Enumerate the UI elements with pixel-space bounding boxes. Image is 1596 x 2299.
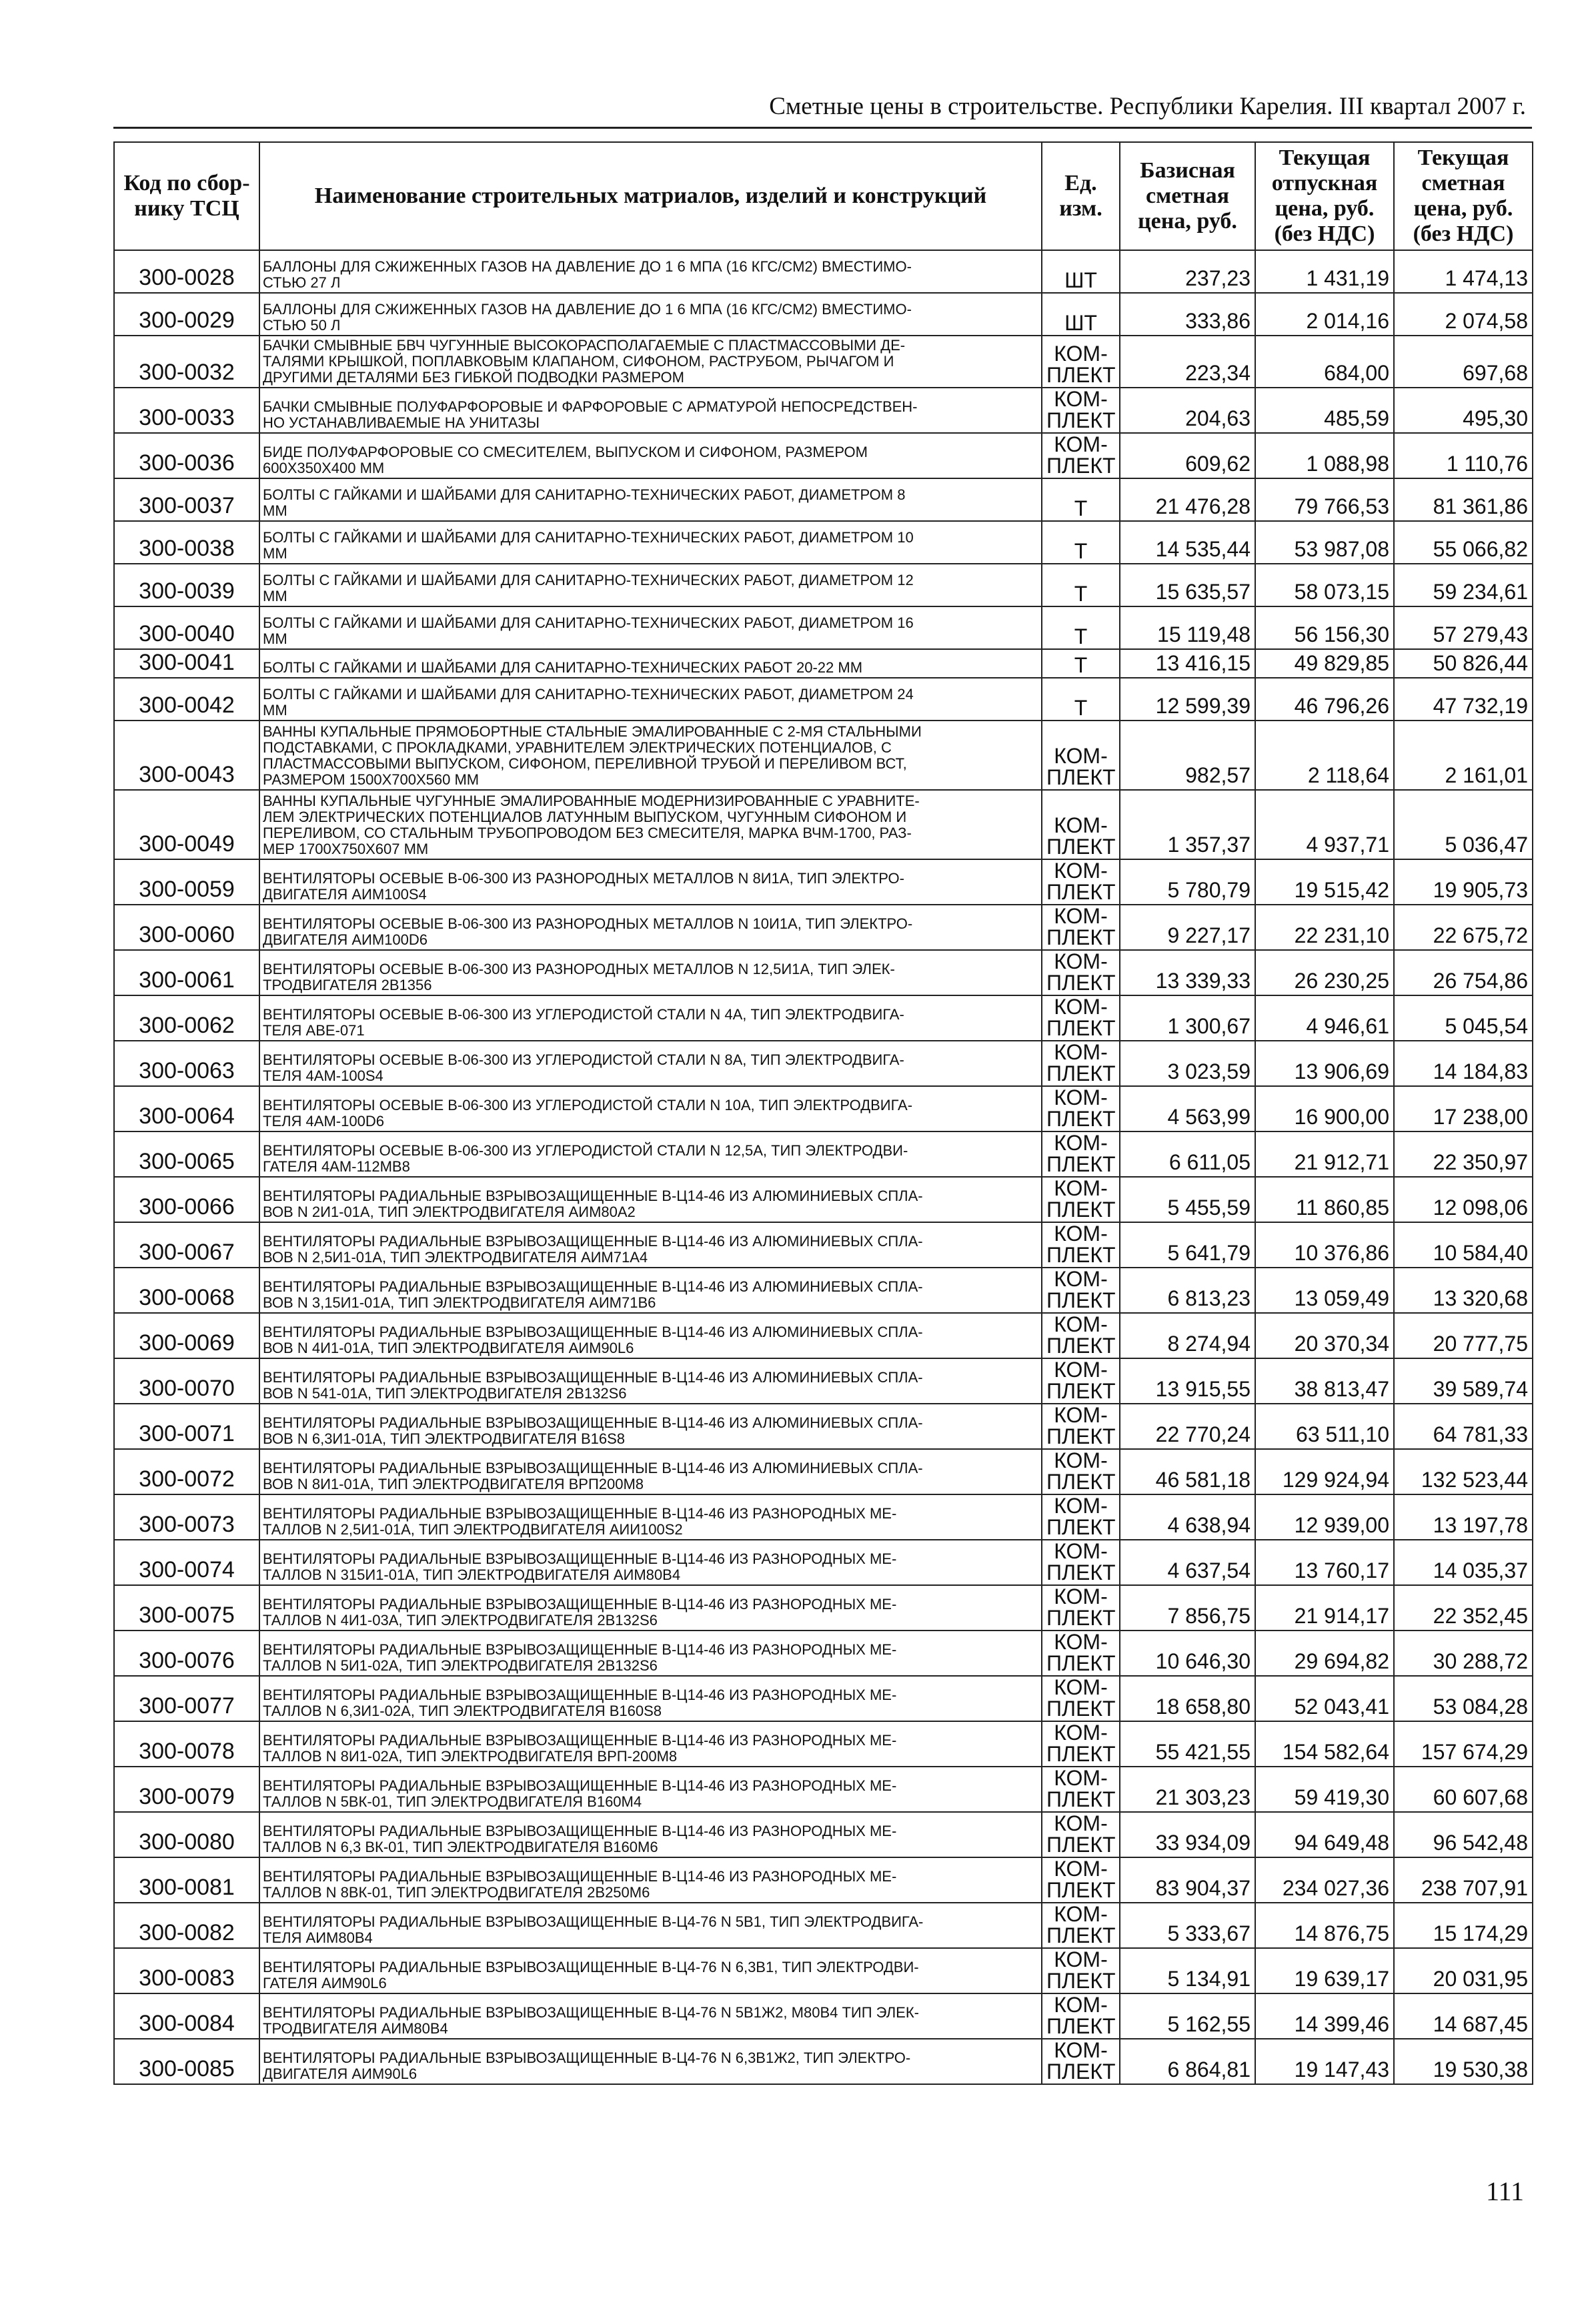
cell-current-price: 1 474,13 xyxy=(1394,250,1533,293)
cell-unit: КОМ- ПЛЕКТ xyxy=(1042,1585,1120,1631)
cell-current-price: 22 352,45 xyxy=(1394,1585,1533,1631)
cell-code: 300-0073 xyxy=(114,1494,259,1540)
cell-release-price: 19 147,43 xyxy=(1255,2039,1394,2084)
cell-base-price: 1 300,67 xyxy=(1120,995,1255,1041)
cell-name: ВЕНТИЛЯТОРЫ РАДИАЛЬНЫЕ ВЗРЫВОЗАЩИЩЕННЫЕ В-Ц4-76 N 6,3В1, ТИП ЭЛЕКТРОДВИ- ГАТЕЛЯ АИМ90L6 xyxy=(259,1948,1042,1993)
cell-current-price: 26 754,86 xyxy=(1394,950,1533,995)
column-header-current-price: Текущая сметная цена, руб. (без НДС) xyxy=(1394,142,1533,250)
cell-code: 300-0038 xyxy=(114,521,259,564)
cell-code: 300-0060 xyxy=(114,905,259,950)
cell-code: 300-0063 xyxy=(114,1041,259,1086)
table-row xyxy=(114,1494,1533,1540)
cell-name: ВЕНТИЛЯТОРЫ РАДИАЛЬНЫЕ ВЗРЫВОЗАЩИЩЕННЫЕ В-Ц14-46 ИЗ РАЗНОРОДНЫХ МЕ- ТАЛЛОВ N 8И1-02А, ТИП ЭЛЕКТРОДВИГАТЕЛЯ ВРП-200М8 xyxy=(259,1721,1042,1767)
cell-code: 300-0085 xyxy=(114,2039,259,2084)
cell-unit: КОМ- ПЛЕКТ xyxy=(1042,1086,1120,1131)
cell-code: 300-0062 xyxy=(114,995,259,1041)
cell-name: ВЕНТИЛЯТОРЫ РАДИАЛЬНЫЕ ВЗРЫВОЗАЩИЩЕННЫЕ В-Ц14-46 ИЗ РАЗНОРОДНЫХ МЕ- ТАЛЛОВ N 315И1-01А, ТИП ЭЛЕКТРОДВИГАТЕЛЯ АИМ80В4 xyxy=(259,1540,1042,1585)
cell-unit: КОМ- ПЛЕКТ xyxy=(1042,2039,1120,2084)
cell-base-price: 12 599,39 xyxy=(1120,678,1255,721)
table-row xyxy=(114,1585,1533,1631)
cell-name: ВЕНТИЛЯТОРЫ РАДИАЛЬНЫЕ ВЗРЫВОЗАЩИЩЕННЫЕ В-Ц14-46 ИЗ РАЗНОРОДНЫХ МЕ- ТАЛЛОВ N 8ВК-01, ТИП ЭЛЕКТРОДВИГАТЕЛЯ 2В250М6 xyxy=(259,1857,1042,1903)
table-row xyxy=(114,478,1533,521)
cell-unit: КОМ- ПЛЕКТ xyxy=(1042,995,1120,1041)
cell-base-price: 8 274,94 xyxy=(1120,1313,1255,1358)
table-row xyxy=(114,1631,1533,1676)
cell-code: 300-0064 xyxy=(114,1086,259,1131)
table-row xyxy=(114,1993,1533,2039)
cell-name: ВЕНТИЛЯТОРЫ РАДИАЛЬНЫЕ ВЗРЫВОЗАЩИЩЕННЫЕ В-Ц14-46 ИЗ АЛЮМИНИЕВЫХ СПЛА- ВОВ N 2,5И1-01А, ТИП ЭЛЕКТРОДВИГАТЕЛЯ АИМ71А4 xyxy=(259,1222,1042,1268)
cell-release-price: 234 027,36 xyxy=(1255,1857,1394,1903)
cell-unit: КОМ- ПЛЕКТ xyxy=(1042,1631,1120,1676)
cell-unit: Т xyxy=(1042,564,1120,606)
cell-code: 300-0041 xyxy=(114,649,259,678)
cell-current-price: 14 035,37 xyxy=(1394,1540,1533,1585)
cell-name: ВЕНТИЛЯТОРЫ ОСЕВЫЕ В-06-300 ИЗ УГЛЕРОДИСТОЙ СТАЛИ N 10А, ТИП ЭЛЕКТРОДВИГА- ТЕЛЯ 4АМ-100D6 xyxy=(259,1086,1042,1131)
cell-code: 300-0077 xyxy=(114,1676,259,1721)
table-row xyxy=(114,1449,1533,1494)
cell-current-price: 17 238,00 xyxy=(1394,1086,1533,1131)
table-row xyxy=(114,1948,1533,1993)
cell-name: БАЧКИ СМЫВНЫЕ ПОЛУФАРФОРОВЫЕ И ФАРФОРОВЫЕ С АРМАТУРОЙ НЕПОСРЕДСТВЕН- НО УСТАНАВЛИВАЕМЫЕ НА УНИТАЗЫ xyxy=(259,388,1042,433)
cell-base-price: 13 339,33 xyxy=(1120,950,1255,995)
header-rule xyxy=(113,127,1532,129)
cell-current-price: 55 066,82 xyxy=(1394,521,1533,564)
cell-current-price: 14 687,45 xyxy=(1394,1993,1533,2039)
cell-release-price: 19 639,17 xyxy=(1255,1948,1394,1993)
cell-release-price: 21 912,71 xyxy=(1255,1131,1394,1177)
cell-current-price: 39 589,74 xyxy=(1394,1358,1533,1404)
cell-base-price: 15 119,48 xyxy=(1120,606,1255,649)
cell-base-price: 3 023,59 xyxy=(1120,1041,1255,1086)
cell-unit: КОМ- ПЛЕКТ xyxy=(1042,1540,1120,1585)
cell-release-price: 29 694,82 xyxy=(1255,1631,1394,1676)
cell-base-price: 18 658,80 xyxy=(1120,1676,1255,1721)
cell-release-price: 21 914,17 xyxy=(1255,1585,1394,1631)
cell-unit: КОМ- ПЛЕКТ xyxy=(1042,1948,1120,1993)
cell-name: ВЕНТИЛЯТОРЫ РАДИАЛЬНЫЕ ВЗРЫВОЗАЩИЩЕННЫЕ В-Ц14-46 ИЗ АЛЮМИНИЕВЫХ СПЛА- ВОВ N 4И1-01А, ТИП ЭЛЕКТРОДВИГАТЕЛЯ АИМ90L6 xyxy=(259,1313,1042,1358)
cell-unit: КОМ- ПЛЕКТ xyxy=(1042,388,1120,433)
cell-current-price: 15 174,29 xyxy=(1394,1903,1533,1948)
cell-code: 300-0037 xyxy=(114,478,259,521)
cell-name: БИДЕ ПОЛУФАРФОРОВЫЕ СО СМЕСИТЕЛЕМ, ВЫПУСКОМ И СИФОНОМ, РАЗМЕРОМ 600Х350Х400 ММ xyxy=(259,433,1042,478)
cell-release-price: 58 073,15 xyxy=(1255,564,1394,606)
cell-release-price: 1 088,98 xyxy=(1255,433,1394,478)
cell-code: 300-0049 xyxy=(114,790,259,859)
cell-code: 300-0082 xyxy=(114,1903,259,1948)
table-row xyxy=(114,1131,1533,1177)
cell-release-price: 12 939,00 xyxy=(1255,1494,1394,1540)
table-row xyxy=(114,1676,1533,1721)
cell-unit: КОМ- ПЛЕКТ xyxy=(1042,1177,1120,1222)
cell-base-price: 6 813,23 xyxy=(1120,1268,1255,1313)
cell-release-price: 59 419,30 xyxy=(1255,1767,1394,1812)
cell-name: ВЕНТИЛЯТОРЫ РАДИАЛЬНЫЕ ВЗРЫВОЗАЩИЩЕННЫЕ В-Ц14-46 ИЗ РАЗНОРОДНЫХ МЕ- ТАЛЛОВ N 2,5И1-01А, ТИП ЭЛЕКТРОДВИГАТЕЛЯ АИИ100S2 xyxy=(259,1494,1042,1540)
cell-release-price: 94 649,48 xyxy=(1255,1812,1394,1857)
cell-code: 300-0070 xyxy=(114,1358,259,1404)
cell-release-price: 13 059,49 xyxy=(1255,1268,1394,1313)
cell-base-price: 6 611,05 xyxy=(1120,1131,1255,1177)
cell-current-price: 22 350,97 xyxy=(1394,1131,1533,1177)
cell-current-price: 96 542,48 xyxy=(1394,1812,1533,1857)
cell-unit: КОМ- ПЛЕКТ xyxy=(1042,1449,1120,1494)
table-row xyxy=(114,1222,1533,1268)
cell-release-price: 56 156,30 xyxy=(1255,606,1394,649)
cell-unit: ШТ xyxy=(1042,250,1120,293)
cell-code: 300-0033 xyxy=(114,388,259,433)
cell-name: ВАННЫ КУПАЛЬНЫЕ ЧУГУННЫЕ ЭМАЛИРОВАННЫЕ МОДЕРНИЗИРОВАННЫЕ С УРАВНИТЕ- ЛЕМ ЭЛЕКТРИЧЕСКИХ ПОТЕНЦИАЛОВ ЛАТУННЫМ ВЫПУСКОМ, ЧУГУННЫМ СИФОНОМ И ПЕРЕЛИВОМ, СО СТАЛЬНЫМ ТРУБОПРОВОДОМ БЕЗ СМЕСИТЕЛЯ, МАРКА ВЧМ-1700, РАЗ- МЕР 1700Х750Х607 ММ xyxy=(259,790,1042,859)
table-row xyxy=(114,678,1533,721)
cell-current-price: 13 320,68 xyxy=(1394,1268,1533,1313)
table-row xyxy=(114,1086,1533,1131)
cell-base-price: 9 227,17 xyxy=(1120,905,1255,950)
cell-base-price: 237,23 xyxy=(1120,250,1255,293)
cell-code: 300-0084 xyxy=(114,1993,259,2039)
cell-release-price: 79 766,53 xyxy=(1255,478,1394,521)
table-row xyxy=(114,336,1533,388)
cell-current-price: 50 826,44 xyxy=(1394,649,1533,678)
table-row xyxy=(114,606,1533,649)
cell-base-price: 609,62 xyxy=(1120,433,1255,478)
cell-base-price: 5 333,67 xyxy=(1120,1903,1255,1948)
table-row xyxy=(114,721,1533,790)
cell-unit: Т xyxy=(1042,606,1120,649)
cell-release-price: 13 760,17 xyxy=(1255,1540,1394,1585)
cell-base-price: 5 641,79 xyxy=(1120,1222,1255,1268)
cell-release-price: 22 231,10 xyxy=(1255,905,1394,950)
cell-code: 300-0083 xyxy=(114,1948,259,1993)
cell-name: ВЕНТИЛЯТОРЫ РАДИАЛЬНЫЕ ВЗРЫВОЗАЩИЩЕННЫЕ В-Ц14-46 ИЗ АЛЮМИНИЕВЫХ СПЛА- ВОВ N 2И1-01А, ТИП ЭЛЕКТРОДВИГАТЕЛЯ АИМ80А2 xyxy=(259,1177,1042,1222)
table-row xyxy=(114,790,1533,859)
cell-name: ВЕНТИЛЯТОРЫ РАДИАЛЬНЫЕ ВЗРЫВОЗАЩИЩЕННЫЕ В-Ц4-76 N 6,3В1Ж2, ТИП ЭЛЕКТРО- ДВИГАТЕЛЯ АИМ90L6 xyxy=(259,2039,1042,2084)
cell-current-price: 20 777,75 xyxy=(1394,1313,1533,1358)
table-row xyxy=(114,388,1533,433)
cell-name: ВЕНТИЛЯТОРЫ РАДИАЛЬНЫЕ ВЗРЫВОЗАЩИЩЕННЫЕ В-Ц14-46 ИЗ АЛЮМИНИЕВЫХ СПЛА- ВОВ N 6,3И1-01А, ТИП ЭЛЕКТРОДВИГАТЕЛЯ В16S8 xyxy=(259,1404,1042,1449)
table-row xyxy=(114,1358,1533,1404)
cell-base-price: 5 134,91 xyxy=(1120,1948,1255,1993)
cell-unit: КОМ- ПЛЕКТ xyxy=(1042,1358,1120,1404)
column-header-base-price: Базисная сметная цена, руб. xyxy=(1120,142,1255,250)
cell-base-price: 13 416,15 xyxy=(1120,649,1255,678)
cell-unit: КОМ- ПЛЕКТ xyxy=(1042,1404,1120,1449)
cell-unit: КОМ- ПЛЕКТ xyxy=(1042,1857,1120,1903)
cell-unit: КОМ- ПЛЕКТ xyxy=(1042,790,1120,859)
cell-release-price: 14 399,46 xyxy=(1255,1993,1394,2039)
cell-release-price: 46 796,26 xyxy=(1255,678,1394,721)
cell-unit: КОМ- ПЛЕКТ xyxy=(1042,1767,1120,1812)
cell-name: ВЕНТИЛЯТОРЫ ОСЕВЫЕ В-06-300 ИЗ УГЛЕРОДИСТОЙ СТАЛИ N 12,5А, ТИП ЭЛЕКТРОДВИ- ГАТЕЛЯ 4АМ-112МВ8 xyxy=(259,1131,1042,1177)
cell-release-price: 38 813,47 xyxy=(1255,1358,1394,1404)
cell-name: ВАННЫ КУПАЛЬНЫЕ ПРЯМОБОРТНЫЕ СТАЛЬНЫЕ ЭМАЛИРОВАННЫЕ С 2-МЯ СТАЛЬНЫМИ ПОДСТАВКАМИ, С ПРОКЛАДКАМИ, УРАВНИТЕЛЕМ ЭЛЕКТРИЧЕСКИХ ПОТЕНЦИАЛОВ, С ПЛАСТМАССОВЫМИ ВЫПУСКОМ, СИФОНОМ, ПЕРЕЛИВНОЙ ТРУБОЙ И ПЕРЕЛИВОМ ВСТ, РАЗМЕРОМ 1500Х700Х560 ММ xyxy=(259,721,1042,790)
cell-current-price: 5 045,54 xyxy=(1394,995,1533,1041)
cell-base-price: 5 780,79 xyxy=(1120,859,1255,905)
cell-name: БОЛТЫ С ГАЙКАМИ И ШАЙБАМИ ДЛЯ САНИТАРНО-ТЕХНИЧЕСКИХ РАБОТ, ДИАМЕТРОМ 8 ММ xyxy=(259,478,1042,521)
cell-release-price: 14 876,75 xyxy=(1255,1903,1394,1948)
cell-release-price: 2 118,64 xyxy=(1255,721,1394,790)
cell-base-price: 83 904,37 xyxy=(1120,1857,1255,1903)
cell-code: 300-0028 xyxy=(114,250,259,293)
cell-base-price: 21 303,23 xyxy=(1120,1767,1255,1812)
table-row xyxy=(114,2039,1533,2084)
cell-base-price: 5 455,59 xyxy=(1120,1177,1255,1222)
cell-current-price: 132 523,44 xyxy=(1394,1449,1533,1494)
cell-code: 300-0071 xyxy=(114,1404,259,1449)
cell-name: ВЕНТИЛЯТОРЫ РАДИАЛЬНЫЕ ВЗРЫВОЗАЩИЩЕННЫЕ В-Ц4-76 N 5В1Ж2, М80В4 ТИП ЭЛЕК- ТРОДВИГАТЕЛЯ АИМ80В4 xyxy=(259,1993,1042,2039)
cell-code: 300-0072 xyxy=(114,1449,259,1494)
cell-name: БОЛТЫ С ГАЙКАМИ И ШАЙБАМИ ДЛЯ САНИТАРНО-ТЕХНИЧЕСКИХ РАБОТ, ДИАМЕТРОМ 24 ММ xyxy=(259,678,1042,721)
cell-current-price: 495,30 xyxy=(1394,388,1533,433)
cell-unit: КОМ- ПЛЕКТ xyxy=(1042,859,1120,905)
cell-name: ВЕНТИЛЯТОРЫ ОСЕВЫЕ В-06-300 ИЗ РАЗНОРОДНЫХ МЕТАЛЛОВ N 8И1А, ТИП ЭЛЕКТРО- ДВИГАТЕЛЯ АИМ100S4 xyxy=(259,859,1042,905)
cell-release-price: 485,59 xyxy=(1255,388,1394,433)
cell-name: ВЕНТИЛЯТОРЫ РАДИАЛЬНЫЕ ВЗРЫВОЗАЩИЩЕННЫЕ В-Ц14-46 ИЗ РАЗНОРОДНЫХ МЕ- ТАЛЛОВ N 6,3 ВК-01, ТИП ЭЛЕКТРОДВИГАТЕЛЯ В160М6 xyxy=(259,1812,1042,1857)
cell-unit: КОМ- ПЛЕКТ xyxy=(1042,1313,1120,1358)
cell-current-price: 81 361,86 xyxy=(1394,478,1533,521)
cell-base-price: 22 770,24 xyxy=(1120,1404,1255,1449)
cell-release-price: 154 582,64 xyxy=(1255,1721,1394,1767)
cell-base-price: 7 856,75 xyxy=(1120,1585,1255,1631)
cell-current-price: 12 098,06 xyxy=(1394,1177,1533,1222)
table-row xyxy=(114,1721,1533,1767)
cell-code: 300-0029 xyxy=(114,293,259,336)
cell-code: 300-0075 xyxy=(114,1585,259,1631)
table-row xyxy=(114,1857,1533,1903)
table-body xyxy=(114,250,1533,2084)
cell-name: ВЕНТИЛЯТОРЫ ОСЕВЫЕ В-06-300 ИЗ РАЗНОРОДНЫХ МЕТАЛЛОВ N 10И1А, ТИП ЭЛЕКТРО- ДВИГАТЕЛЯ АИМ100D6 xyxy=(259,905,1042,950)
cell-name: БАЧКИ СМЫВНЫЕ БВЧ ЧУГУННЫЕ ВЫСОКОРАСПОЛАГАЕМЫЕ С ПЛАСТМАССОВЫМИ ДЕ- ТАЛЯМИ КРЫШКОЙ, ПОПЛАВКОВЫМ КЛАПАНОМ, СИФОНОМ, РАСТРУБОМ, РЫЧАГОМ И ДРУГИМИ ДЕТАЛЯМИ БЕЗ ГИБКОЙ ПОДВОДКИ РАЗМЕРОМ xyxy=(259,336,1042,388)
cell-base-price: 13 915,55 xyxy=(1120,1358,1255,1404)
cell-base-price: 1 357,37 xyxy=(1120,790,1255,859)
cell-code: 300-0042 xyxy=(114,678,259,721)
cell-code: 300-0040 xyxy=(114,606,259,649)
cell-name: ВЕНТИЛЯТОРЫ РАДИАЛЬНЫЕ ВЗРЫВОЗАЩИЩЕННЫЕ В-Ц14-46 ИЗ РАЗНОРОДНЫХ МЕ- ТАЛЛОВ N 6,3И1-02А, ТИП ЭЛЕКТРОДВИГАТЕЛЯ В160S8 xyxy=(259,1676,1042,1721)
table-row xyxy=(114,1540,1533,1585)
cell-name: БАЛЛОНЫ ДЛЯ СЖИЖЕННЫХ ГАЗОВ НА ДАВЛЕНИЕ ДО 1 6 МПА (16 КГС/СМ2) ВМЕСТИМО- СТЬЮ 50 Л xyxy=(259,293,1042,336)
cell-name: БАЛЛОНЫ ДЛЯ СЖИЖЕННЫХ ГАЗОВ НА ДАВЛЕНИЕ ДО 1 6 МПА (16 КГС/СМ2) ВМЕСТИМО- СТЬЮ 27 Л xyxy=(259,250,1042,293)
column-header-code: Код по сбор- нику ТСЦ xyxy=(114,142,259,250)
cell-base-price: 21 476,28 xyxy=(1120,478,1255,521)
cell-release-price: 2 014,16 xyxy=(1255,293,1394,336)
cell-release-price: 13 906,69 xyxy=(1255,1041,1394,1086)
table-row xyxy=(114,433,1533,478)
table-row xyxy=(114,1177,1533,1222)
cell-current-price: 57 279,43 xyxy=(1394,606,1533,649)
cell-release-price: 53 987,08 xyxy=(1255,521,1394,564)
table-row xyxy=(114,995,1533,1041)
cell-name: ВЕНТИЛЯТОРЫ РАДИАЛЬНЫЕ ВЗРЫВОЗАЩИЩЕННЫЕ В-Ц14-46 ИЗ РАЗНОРОДНЫХ МЕ- ТАЛЛОВ N 4И1-03А, ТИП ЭЛЕКТРОДВИГАТЕЛЯ 2В132S6 xyxy=(259,1585,1042,1631)
cell-release-price: 1 431,19 xyxy=(1255,250,1394,293)
cell-unit: КОМ- ПЛЕКТ xyxy=(1042,1268,1120,1313)
cell-release-price: 16 900,00 xyxy=(1255,1086,1394,1131)
cell-name: БОЛТЫ С ГАЙКАМИ И ШАЙБАМИ ДЛЯ САНИТАРНО-ТЕХНИЧЕСКИХ РАБОТ, ДИАМЕТРОМ 16 ММ xyxy=(259,606,1042,649)
table-row xyxy=(114,564,1533,606)
cell-name: ВЕНТИЛЯТОРЫ ОСЕВЫЕ В-06-300 ИЗ РАЗНОРОДНЫХ МЕТАЛЛОВ N 12,5И1А, ТИП ЭЛЕК- ТРОДВИГАТЕЛЯ 2В1356 xyxy=(259,950,1042,995)
cell-code: 300-0059 xyxy=(114,859,259,905)
cell-unit: КОМ- ПЛЕКТ xyxy=(1042,1903,1120,1948)
cell-code: 300-0032 xyxy=(114,336,259,388)
cell-current-price: 47 732,19 xyxy=(1394,678,1533,721)
cell-code: 300-0069 xyxy=(114,1313,259,1358)
cell-base-price: 46 581,18 xyxy=(1120,1449,1255,1494)
cell-release-price: 10 376,86 xyxy=(1255,1222,1394,1268)
table-row xyxy=(114,250,1533,293)
cell-unit: КОМ- ПЛЕКТ xyxy=(1042,1676,1120,1721)
cell-unit: КОМ- ПЛЕКТ xyxy=(1042,336,1120,388)
cell-code: 300-0080 xyxy=(114,1812,259,1857)
cell-name: ВЕНТИЛЯТОРЫ ОСЕВЫЕ В-06-300 ИЗ УГЛЕРОДИСТОЙ СТАЛИ N 4А, ТИП ЭЛЕКТРОДВИГА- ТЕЛЯ АВЕ-071 xyxy=(259,995,1042,1041)
cell-name: ВЕНТИЛЯТОРЫ РАДИАЛЬНЫЕ ВЗРЫВОЗАЩИЩЕННЫЕ В-Ц14-46 ИЗ АЛЮМИНИЕВЫХ СПЛА- ВОВ N 3,15И1-01А, ТИП ЭЛЕКТРОДВИГАТЕЛЯ АИМ71В6 xyxy=(259,1268,1042,1313)
cell-base-price: 204,63 xyxy=(1120,388,1255,433)
cell-current-price: 30 288,72 xyxy=(1394,1631,1533,1676)
table-row xyxy=(114,1767,1533,1812)
cell-unit: КОМ- ПЛЕКТ xyxy=(1042,1131,1120,1177)
cell-current-price: 19 530,38 xyxy=(1394,2039,1533,2084)
cell-current-price: 22 675,72 xyxy=(1394,905,1533,950)
cell-release-price: 11 860,85 xyxy=(1255,1177,1394,1222)
table-row xyxy=(114,1268,1533,1313)
cell-code: 300-0079 xyxy=(114,1767,259,1812)
cell-unit: Т xyxy=(1042,678,1120,721)
cell-code: 300-0043 xyxy=(114,721,259,790)
cell-base-price: 4 638,94 xyxy=(1120,1494,1255,1540)
cell-unit: ШТ xyxy=(1042,293,1120,336)
cell-code: 300-0065 xyxy=(114,1131,259,1177)
cell-base-price: 982,57 xyxy=(1120,721,1255,790)
cell-current-price: 5 036,47 xyxy=(1394,790,1533,859)
cell-base-price: 5 162,55 xyxy=(1120,1993,1255,2039)
cell-unit: КОМ- ПЛЕКТ xyxy=(1042,950,1120,995)
page-number: 111 xyxy=(1485,2176,1524,2206)
cell-release-price: 52 043,41 xyxy=(1255,1676,1394,1721)
column-header-unit: Ед. изм. xyxy=(1042,142,1120,250)
cell-unit: КОМ- ПЛЕКТ xyxy=(1042,1993,1120,2039)
cell-name: БОЛТЫ С ГАЙКАМИ И ШАЙБАМИ ДЛЯ САНИТАРНО-ТЕХНИЧЕСКИХ РАБОТ 20-22 ММ xyxy=(259,649,1042,678)
cell-release-price: 684,00 xyxy=(1255,336,1394,388)
cell-code: 300-0039 xyxy=(114,564,259,606)
cell-name: ВЕНТИЛЯТОРЫ РАДИАЛЬНЫЕ ВЗРЫВОЗАЩИЩЕННЫЕ В-Ц14-46 ИЗ АЛЮМИНИЕВЫХ СПЛА- ВОВ N 8И1-01А, ТИП ЭЛЕКТРОДВИГАТЕЛЯ ВРП200М8 xyxy=(259,1449,1042,1494)
cell-current-price: 53 084,28 xyxy=(1394,1676,1533,1721)
cell-current-price: 2 074,58 xyxy=(1394,293,1533,336)
cell-base-price: 10 646,30 xyxy=(1120,1631,1255,1676)
page-header: Сметные цены в строительстве. Республики Карелия. III квартал 2007 г. xyxy=(769,93,1526,120)
cell-release-price: 4 937,71 xyxy=(1255,790,1394,859)
cell-unit: КОМ- ПЛЕКТ xyxy=(1042,1812,1120,1857)
cell-name: ВЕНТИЛЯТОРЫ РАДИАЛЬНЫЕ ВЗРЫВОЗАЩИЩЕННЫЕ В-Ц14-46 ИЗ РАЗНОРОДНЫХ МЕ- ТАЛЛОВ N 5ВК-01, ТИП ЭЛЕКТРОДВИГАТЕЛЯ В160М4 xyxy=(259,1767,1042,1812)
cell-base-price: 15 635,57 xyxy=(1120,564,1255,606)
cell-name: ВЕНТИЛЯТОРЫ РАДИАЛЬНЫЕ ВЗРЫВОЗАЩИЩЕННЫЕ В-Ц14-46 ИЗ РАЗНОРОДНЫХ МЕ- ТАЛЛОВ N 5И1-02А, ТИП ЭЛЕКТРОДВИГАТЕЛЯ 2В132S6 xyxy=(259,1631,1042,1676)
cell-code: 300-0074 xyxy=(114,1540,259,1585)
cell-base-price: 55 421,55 xyxy=(1120,1721,1255,1767)
cell-name: ВЕНТИЛЯТОРЫ ОСЕВЫЕ В-06-300 ИЗ УГЛЕРОДИСТОЙ СТАЛИ N 8А, ТИП ЭЛЕКТРОДВИГА- ТЕЛЯ 4АМ-100S4 xyxy=(259,1041,1042,1086)
cell-unit: КОМ- ПЛЕКТ xyxy=(1042,1494,1120,1540)
price-table xyxy=(113,141,1533,2085)
cell-name: БОЛТЫ С ГАЙКАМИ И ШАЙБАМИ ДЛЯ САНИТАРНО-ТЕХНИЧЕСКИХ РАБОТ, ДИАМЕТРОМ 10 ММ xyxy=(259,521,1042,564)
cell-code: 300-0036 xyxy=(114,433,259,478)
cell-release-price: 49 829,85 xyxy=(1255,649,1394,678)
cell-base-price: 4 637,54 xyxy=(1120,1540,1255,1585)
cell-release-price: 4 946,61 xyxy=(1255,995,1394,1041)
table-row xyxy=(114,1041,1533,1086)
cell-release-price: 129 924,94 xyxy=(1255,1449,1394,1494)
cell-unit: КОМ- ПЛЕКТ xyxy=(1042,1041,1120,1086)
cell-code: 300-0068 xyxy=(114,1268,259,1313)
cell-name: ВЕНТИЛЯТОРЫ РАДИАЛЬНЫЕ ВЗРЫВОЗАЩИЩЕННЫЕ В-Ц14-46 ИЗ АЛЮМИНИЕВЫХ СПЛА- ВОВ N 541-01А, ТИП ЭЛЕКТРОДВИГАТЕЛЯ 2В132S6 xyxy=(259,1358,1042,1404)
table-row xyxy=(114,905,1533,950)
cell-current-price: 238 707,91 xyxy=(1394,1857,1533,1903)
column-header-name: Наименование строительных матриалов, изделий и конструкций xyxy=(259,142,1042,250)
column-header-release-price: Текущая отпускная цена, руб. (без НДС) xyxy=(1255,142,1394,250)
cell-release-price: 63 511,10 xyxy=(1255,1404,1394,1449)
cell-code: 300-0081 xyxy=(114,1857,259,1903)
cell-current-price: 19 905,73 xyxy=(1394,859,1533,905)
cell-current-price: 2 161,01 xyxy=(1394,721,1533,790)
cell-current-price: 20 031,95 xyxy=(1394,1948,1533,1993)
table-row xyxy=(114,1404,1533,1449)
cell-unit: КОМ- ПЛЕКТ xyxy=(1042,1222,1120,1268)
table-row xyxy=(114,1812,1533,1857)
cell-current-price: 10 584,40 xyxy=(1394,1222,1533,1268)
cell-code: 300-0078 xyxy=(114,1721,259,1767)
cell-unit: Т xyxy=(1042,649,1120,678)
cell-base-price: 6 864,81 xyxy=(1120,2039,1255,2084)
cell-base-price: 33 934,09 xyxy=(1120,1812,1255,1857)
cell-unit: КОМ- ПЛЕКТ xyxy=(1042,1721,1120,1767)
cell-base-price: 14 535,44 xyxy=(1120,521,1255,564)
cell-current-price: 157 674,29 xyxy=(1394,1721,1533,1767)
cell-code: 300-0067 xyxy=(114,1222,259,1268)
cell-current-price: 1 110,76 xyxy=(1394,433,1533,478)
cell-unit: КОМ- ПЛЕКТ xyxy=(1042,905,1120,950)
table-header-row xyxy=(114,142,1533,250)
cell-base-price: 333,86 xyxy=(1120,293,1255,336)
table-row xyxy=(114,1903,1533,1948)
table-row xyxy=(114,950,1533,995)
cell-release-price: 19 515,42 xyxy=(1255,859,1394,905)
cell-unit: Т xyxy=(1042,521,1120,564)
table-row xyxy=(114,293,1533,336)
cell-base-price: 4 563,99 xyxy=(1120,1086,1255,1131)
table-row xyxy=(114,1313,1533,1358)
table-row xyxy=(114,859,1533,905)
cell-current-price: 14 184,83 xyxy=(1394,1041,1533,1086)
cell-unit: Т xyxy=(1042,478,1120,521)
cell-code: 300-0076 xyxy=(114,1631,259,1676)
cell-current-price: 697,68 xyxy=(1394,336,1533,388)
cell-code: 300-0066 xyxy=(114,1177,259,1222)
table-row xyxy=(114,649,1533,678)
table-row xyxy=(114,521,1533,564)
cell-current-price: 60 607,68 xyxy=(1394,1767,1533,1812)
cell-name: ВЕНТИЛЯТОРЫ РАДИАЛЬНЫЕ ВЗРЫВОЗАЩИЩЕННЫЕ В-Ц4-76 N 5В1, ТИП ЭЛЕКТРОДВИГА- ТЕЛЯ АИМ80В4 xyxy=(259,1903,1042,1948)
cell-release-price: 26 230,25 xyxy=(1255,950,1394,995)
cell-current-price: 13 197,78 xyxy=(1394,1494,1533,1540)
cell-unit: КОМ- ПЛЕКТ xyxy=(1042,433,1120,478)
cell-name: БОЛТЫ С ГАЙКАМИ И ШАЙБАМИ ДЛЯ САНИТАРНО-ТЕХНИЧЕСКИХ РАБОТ, ДИАМЕТРОМ 12 ММ xyxy=(259,564,1042,606)
cell-current-price: 64 781,33 xyxy=(1394,1404,1533,1449)
cell-code: 300-0061 xyxy=(114,950,259,995)
cell-base-price: 223,34 xyxy=(1120,336,1255,388)
cell-current-price: 59 234,61 xyxy=(1394,564,1533,606)
cell-release-price: 20 370,34 xyxy=(1255,1313,1394,1358)
cell-unit: КОМ- ПЛЕКТ xyxy=(1042,721,1120,790)
